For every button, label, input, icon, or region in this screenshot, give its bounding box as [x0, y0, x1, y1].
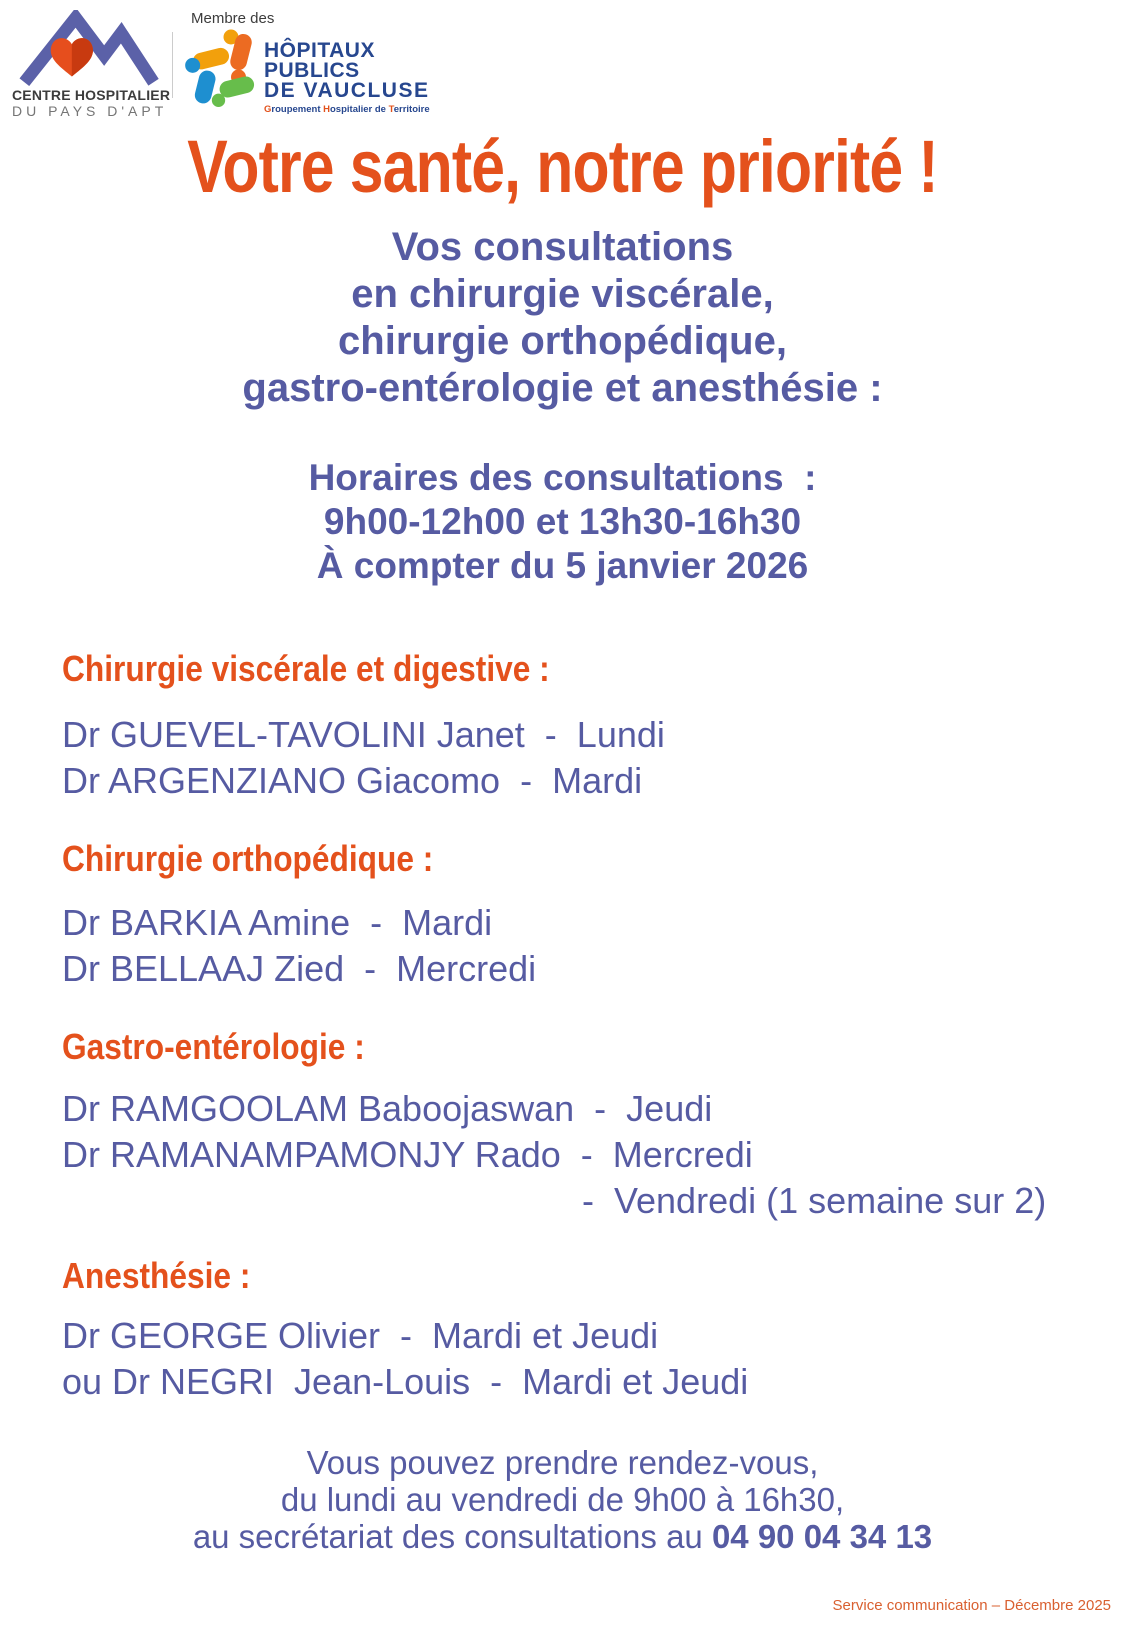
- hpv-membre-label: Membre des: [191, 10, 275, 27]
- section-body-anesthesie: [62, 1313, 1095, 1405]
- header-logos: [12, 10, 430, 119]
- section-heading-chirurgie-viscerale: Chirurgie viscérale et digestive :: [62, 648, 550, 689]
- doctor-line: Dr GUEVEL-TAVOLINI Janet - Lundi: [62, 714, 665, 755]
- intro-line-1: Vos consultations: [391, 225, 734, 269]
- hpv-logo: [181, 10, 430, 115]
- rdv-line-2: du lundi au vendredi de 9h00 à 16h30,: [280, 1481, 845, 1518]
- hpv-logo-line1: HÔPITAUX: [264, 39, 375, 62]
- doctor-line: Dr RAMGOOLAM Baboojaswan - Jeudi: [62, 1088, 713, 1129]
- intro-block: [0, 224, 1125, 412]
- rdv-block: [0, 1444, 1125, 1555]
- footnote: Service communication – Décembre 2025: [832, 1597, 1111, 1614]
- section-heading-anesthesie: Anesthésie :: [62, 1255, 251, 1296]
- section-body-gastro-enterologie: [62, 1086, 1095, 1224]
- doctor-line: Dr ARGENZIANO Giacomo - Mardi: [62, 760, 643, 801]
- horaires-line-3: À compter du 5 janvier 2026: [316, 545, 809, 586]
- section-heading-gastro-enterologie: Gastro-entérologie :: [62, 1026, 365, 1067]
- section-body-chirurgie-viscerale: [62, 712, 1095, 804]
- rdv-line-3-text: au secrétariat des consultations au: [192, 1518, 712, 1555]
- hpv-logo-line2: PUBLICS: [264, 59, 360, 82]
- doctor-line: Dr BELLAAJ Zied - Mercredi: [62, 948, 537, 989]
- doctor-line: Dr BARKIA Amine - Mardi: [62, 902, 493, 943]
- apt-logo-name-line1: CENTRE HOSPITALIER: [12, 87, 171, 103]
- horaires-block: [0, 456, 1125, 588]
- horaires-line-1: Horaires des consultations :: [308, 457, 817, 498]
- rdv-phone-number: 04 90 04 34 13: [711, 1518, 933, 1555]
- hpv-pinwheel-icon: [181, 27, 261, 107]
- intro-line-3: chirurgie orthopédique,: [338, 319, 787, 363]
- horaires-line-2: 9h00-12h00 et 13h30-16h30: [323, 501, 802, 542]
- intro-line-4: gastro-entérologie et anesthésie :: [242, 366, 883, 410]
- rdv-line-3: [0, 1518, 1125, 1555]
- rdv-line-1: Vous pouvez prendre rendez-vous,: [306, 1444, 819, 1481]
- hpv-logo-tagline: Groupement Hospitalier de Territoire: [264, 104, 430, 115]
- intro-line-2: en chirurgie viscérale,: [351, 272, 774, 316]
- doctor-line: Dr GEORGE Olivier - Mardi et Jeudi: [62, 1315, 659, 1356]
- hpv-logo-line3: DE VAUCLUSE: [264, 79, 430, 102]
- section-body-chirurgie-orthopedique: [62, 900, 1095, 992]
- apt-logo-name-line2: DU PAYS D'APT: [12, 103, 168, 119]
- doctor-line: Dr RAMANAMPAMONJY Rado - Mercredi: [62, 1134, 753, 1175]
- doctor-line: ou Dr NEGRI Jean-Louis - Mardi et Jeudi: [62, 1361, 749, 1402]
- doctor-line-extra-day: - Vendredi (1 semaine sur 2): [582, 1180, 1047, 1221]
- apt-hospital-logo: [12, 10, 171, 119]
- apt-mountain-heart-icon: [13, 10, 163, 86]
- page-title: Votre santé, notre priorité !: [187, 125, 938, 208]
- section-heading-chirurgie-orthopedique: Chirurgie orthopédique :: [62, 838, 434, 879]
- logo-divider: [172, 32, 173, 98]
